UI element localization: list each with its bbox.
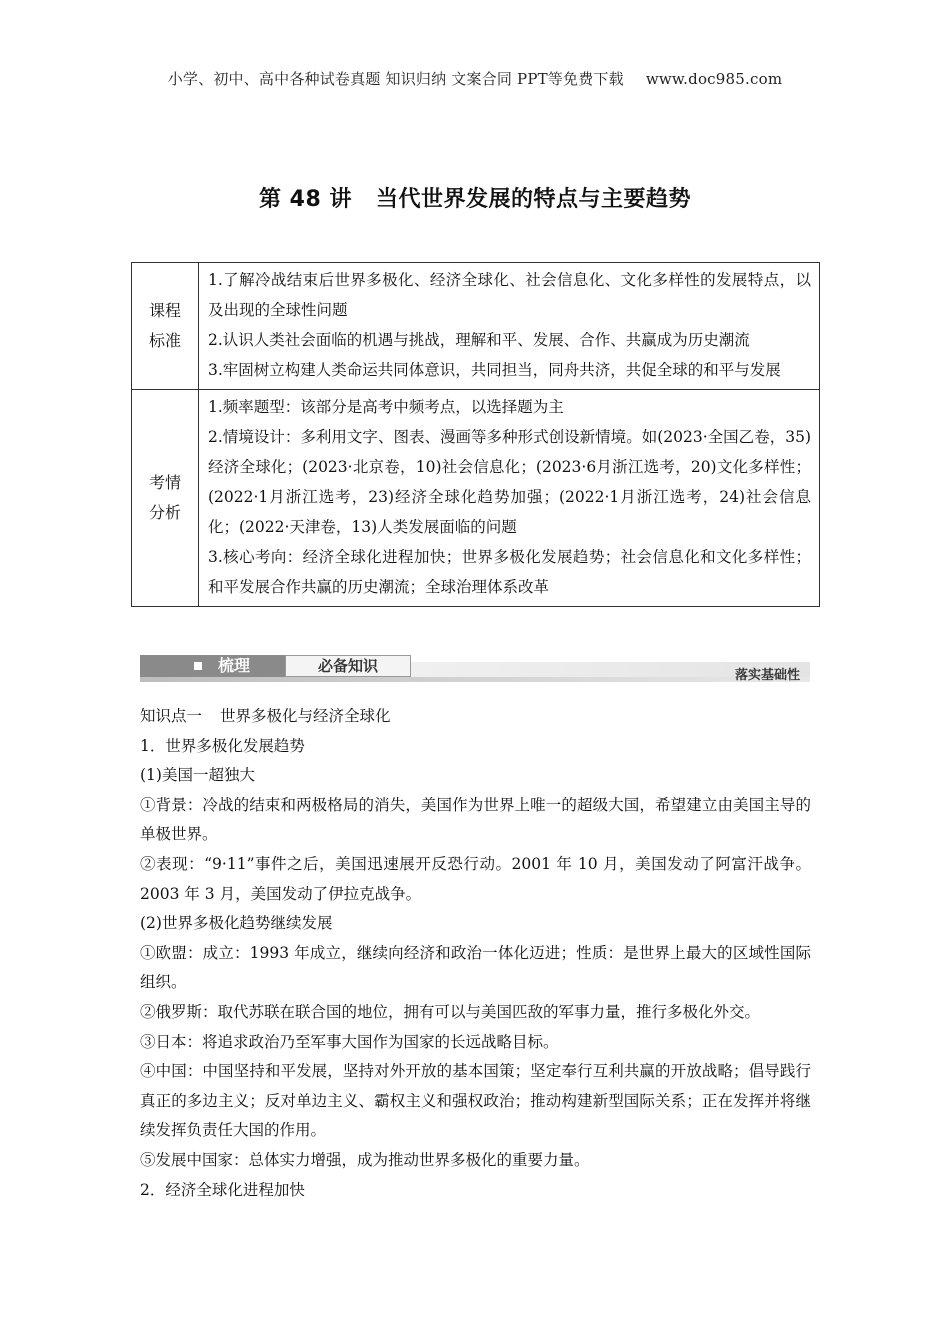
list-item: 2.情境设计：多利用文字、图表、漫画等多种形式创设新情境。如(2023·全国乙卷，35)经济全球化；(2023·北京卷，10)社会信息化；(2023·6月浙江选考，20)文化多样性；(2022·1月浙江选考，23)经济全球化趋势加强；(2022·1月浙江选考，24)社会信息化；(2022·天津卷，13)人类发展面临的问题 <box>208 428 811 536</box>
list-item: 3.核心考向：经济全球化进程加快；世界多极化发展趋势；社会信息化和文化多样性；和平发展合作共赢的历史潮流；全球治理体系改革 <box>208 548 811 596</box>
section-banner <box>140 655 810 682</box>
label-line: 标准 <box>148 331 181 350</box>
list-item: 2.认识人类社会面临的机遇与挑战，理解和平、发展、合作、共赢成为历史潮流 <box>208 331 750 349</box>
paragraph: 2．经济全球化进程加快 <box>140 1180 305 1199</box>
label-line: 考情 <box>148 473 181 492</box>
paragraph: (2)世界多极化趋势继续发展 <box>140 914 333 933</box>
row-label-analysis <box>132 390 199 607</box>
list-item: 1.了解冷战结束后世界多极化、经济全球化、社会信息化、文化多样性的发展特点，以及出现的全球性问题 <box>208 271 811 319</box>
banner-tab-knowledge: 必备知识 <box>285 655 411 677</box>
kp-title: 世界多极化与经济全球化 <box>220 707 391 725</box>
paragraph: ②表现：“9·11”事件之后，美国迅速展开反恐行动。2001 年 10 月，美国发动了阿富汗战争。2003 年 3 月，美国发动了伊拉克战争。 <box>140 854 811 903</box>
header-url[interactable]: www.doc985.com <box>645 70 783 88</box>
paragraph: ②俄罗斯：取代苏联在联合国的地位，拥有可以与美国匹敌的军事力量，推行多极化外交。 <box>140 1002 761 1021</box>
table-row <box>132 390 820 607</box>
paragraph: ③日本：将追求政治乃至军事大国作为国家的长远战略目标。 <box>140 1032 559 1051</box>
table-row <box>132 263 820 390</box>
lecture-title: 当代世界发展的特点与主要趋势 <box>375 187 691 212</box>
paragraph: (1)美国一超独大 <box>140 766 255 785</box>
row-label-curriculum <box>132 263 199 390</box>
square-bullet-icon <box>194 662 202 670</box>
standards-table <box>131 262 820 607</box>
banner-underline <box>140 677 810 682</box>
label-line: 课程 <box>148 301 181 320</box>
paragraph: ①欧盟：成立：1993 年成立，继续向经济和政治一体化迈进；性质：是世界上最大的区域性国际组织。 <box>140 943 811 992</box>
knowledge-point-heading <box>140 702 811 732</box>
curriculum-content <box>199 263 820 390</box>
paragraph: 1．世界多极化发展趋势 <box>140 736 305 755</box>
banner-tab-review: 梳理 <box>218 656 251 675</box>
analysis-content <box>199 390 820 607</box>
banner-left-bar <box>140 655 285 677</box>
page-header <box>0 68 950 89</box>
lecture-number: 第 48 讲 <box>259 187 352 212</box>
header-text: 小学、初中、高中各种试卷真题 知识归纳 文案合同 PPT等免费下载 <box>167 70 624 88</box>
list-item: 1.频率题型：该部分是高考中频考点，以选择题为主 <box>208 398 564 416</box>
paragraph: ⑤发展中国家：总体实力增强，成为推动世界多极化的重要力量。 <box>140 1150 590 1169</box>
paragraph: ①背景：冷战的结束和两极格局的消失，美国作为世界上唯一的超级大国，希望建立由美国主导的单极世界。 <box>140 795 811 844</box>
label-line: 分析 <box>148 503 181 522</box>
paragraph: ④中国：中国坚持和平发展，坚持对外开放的基本国策；坚定奉行互利共赢的开放战略；倡导践行真正的多边主义；反对单边主义、霸权主义和强权政治；推动构建新型国际关系；正在发挥并将继续发挥负责任大国的作用。 <box>140 1062 811 1140</box>
page-title <box>0 182 950 213</box>
banner-right-label: 落实基础性 <box>734 668 800 683</box>
kp-label: 知识点一 <box>140 707 203 725</box>
content-body <box>140 702 811 1205</box>
list-item: 3.牢固树立构建人类命运共同体意识，共同担当，同舟共济，共促全球的和平与发展 <box>208 361 781 379</box>
